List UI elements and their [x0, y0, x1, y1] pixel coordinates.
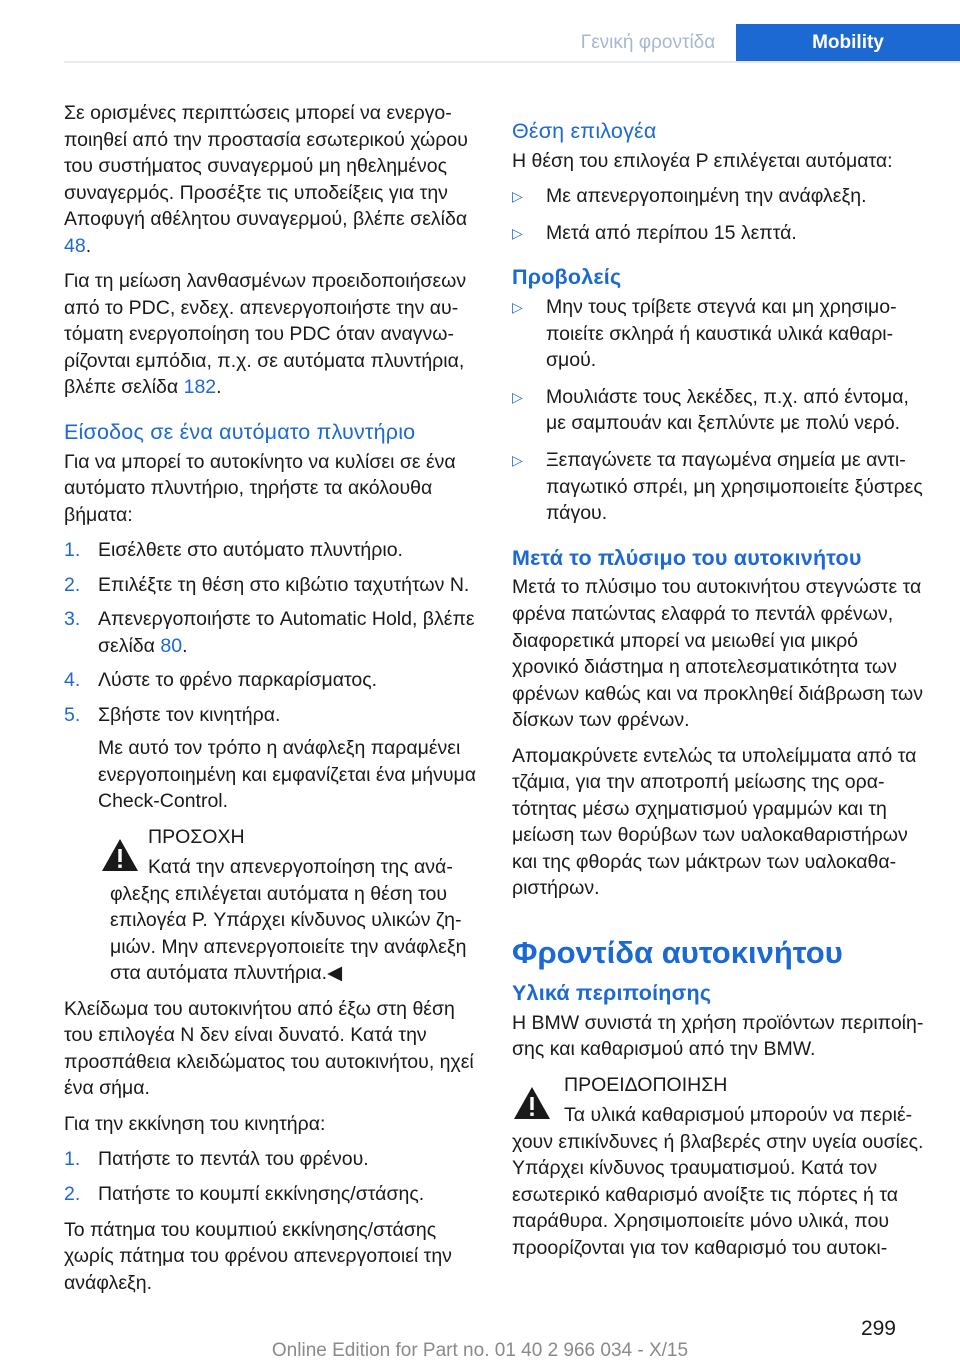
header-tabs	[560, 24, 960, 62]
list-item: 4. Λύστε το φρένο παρκαρίσματος.	[64, 669, 378, 692]
list-item: ▷ Μετά από περίπου 15 λεπτά.	[512, 220, 927, 247]
header-divider	[64, 61, 960, 63]
paragraph-alarm: Σε ορισμένες περιπτώσεις μπορεί να ενεργοποιηθεί από την προστασία εσωτερικού χώρου του συστήματος συναγερμού μη ηθελημένος συναγερμός. Προσέξτε τις υποδείξεις για την Αποφυγή αθέλητου συναγερμού, βλέπε σελίδα 48.	[64, 102, 468, 257]
heading-car-wash: Είσοδος σε ένα αυτόματο πλυντήριο	[64, 419, 416, 444]
paragraph-selector-intro: Η θέση του επιλογέα P επιλέγεται αυτόματα:	[512, 149, 893, 172]
paragraph-ignition: Το πάτημα του κουμπιού εκκίνησης/στάσης χωρίς πάτημα του φρένου απενεργοποιεί την ανάφλεξη.	[64, 1218, 452, 1294]
tab-mobility[interactable]: Mobility	[736, 24, 960, 62]
page-link-182[interactable]: 182	[183, 376, 217, 399]
warning-text: Τα υλικά καθαρισμού μπορούν να περιέχουν επικίνδυνες ή βλαβερές στην υγεία ουσίες. Υπάρχει κίνδυνος τραυματισμού. Κατά τον εσωτερικό καθαρισμό ανοίξτε τις πόρτες ή τα παράθυρα. Χρησιμοποιείτε μόνο υλικά, που προορίζονται για τον καθαρισμό του αυτοκι-	[512, 1104, 924, 1259]
left-column	[64, 100, 479, 1305]
list-item: 5. Σβήστε τον κινητήρα.	[64, 703, 281, 726]
heading-headlights: Προβολείς	[512, 265, 622, 290]
list-item: 3. Απενεργοποιήστε το Automatic Hold, βλέπε σελίδα 80.	[64, 608, 475, 657]
paragraph-start: Για την εκκίνηση του κινητήρα:	[64, 1112, 326, 1135]
page-number: 299	[860, 1317, 896, 1340]
warning-triangle-icon	[512, 1084, 552, 1124]
list-item: 1. Πατήστε το πεντάλ του φρένου.	[64, 1148, 369, 1171]
list-item: 2. Επιλέξτε τη θέση στο κιβώτιο ταχυτήτων N.	[64, 573, 470, 596]
triangle-right-icon: ▷	[512, 299, 523, 316]
car-wash-steps	[64, 537, 479, 728]
page-link-80[interactable]: 80	[160, 634, 183, 657]
paragraph-care-products: Η BMW συνιστά τη χρήση προϊόντων περιποίησης και καθαρισμού από την BMW.	[512, 1011, 924, 1061]
edition-footer: Online Edition for Part no. 01 40 2 966 034 - X/15	[271, 1340, 689, 1361]
paragraph-lock: Κλείδωμα του αυτοκινήτου από έξω στη θέση του επιλογέα N δεν είναι δυνατό. Κατά την προσπάθεια κλειδώματος του αυτοκινήτου, ηχεί ένα σήμα.	[64, 997, 474, 1100]
heading-selector-position: Θέση επιλογέα	[512, 119, 657, 143]
paragraph-after-wash-2: Απομακρύνετε εντελώς τα υπολείμματα από τα τζάμια, για την αποτροπή μείωσης της ορατότητας μέσω σχηματισμού γραμμών και τη μείωση των θορύβων των υαλοκαθαριστήρων και της φθοράς των μάκτρων των υαλοκαθαριστήρων.	[512, 744, 917, 900]
start-steps	[64, 1146, 479, 1207]
warning-title: ΠΡΟΕΙΔΟΠΟΙΗΣΗ	[564, 1073, 728, 1096]
heading-care-products: Υλικά περιποίησης	[512, 980, 712, 1005]
page-link-48[interactable]: 48	[64, 234, 86, 257]
caution-box	[64, 824, 479, 987]
warning-box	[512, 1072, 927, 1262]
paragraph-pdc: Για τη μείωση λανθασμένων προειδοποιήσεων από το PDC, ενδεχ. απενεργοποιήστε την αυτόματη ενεργοποίηση του PDC όταν αναγνωρίζονται εμπόδια, π.χ. σε αυτόματα πλυντήρια, βλέπε σελίδα 182.	[64, 270, 467, 399]
selector-list	[512, 183, 927, 246]
list-item: 2. Πατήστε το κουμπί εκκίνησης/στάσης.	[64, 1182, 425, 1205]
caution-title: ΠΡΟΣΟΧΗ	[148, 825, 245, 848]
warning-triangle-icon	[100, 836, 140, 876]
list-item: ▷ Μουλιάστε τους λεκέδες, π.χ. από έντομα, με σαμπουάν και ξεπλύντε με πολύ νερό.	[512, 384, 927, 437]
paragraph-car-wash-intro: Για να μπορεί το αυτοκίνητο να κυλίσει σε ένα αυτόματο πλυντήριο, τηρήστε τα ακόλουθα βήματα:	[64, 450, 456, 526]
list-item: ▷ Με απενεργοποιημένη την ανάφλεξη.	[512, 183, 927, 210]
tab-general-care[interactable]: Γενική φροντίδα	[560, 24, 736, 62]
triangle-right-icon: ▷	[512, 224, 523, 241]
triangle-right-icon: ▷	[512, 452, 523, 468]
headlights-list	[512, 294, 927, 526]
list-item: ▷ Ξεπαγώνετε τα παγωμένα σημεία με αντιπαγωτικό σπρέι, μη χρησιμοποιείτε ξύστρες πάγου.	[512, 447, 927, 527]
caution-text: Κατά την απενεργοποίηση της ανάφλεξης επιλέγεται αυτόματα η θέση του επιλογέα P. Υπάρχει κίνδυνος υλικών ζημιών. Μην απενεργοποιείτε την ανάφλεξη στα αυτόματα πλυντήρια.◀	[110, 856, 467, 985]
heading-vehicle-care: Φροντίδα αυτοκινήτου	[512, 934, 843, 970]
heading-after-wash: Μετά το πλύσιμο του αυτοκινήτου	[512, 545, 862, 570]
paragraph-after-wash-1: Μετά το πλύσιμο του αυτοκινήτου στεγνώστε τα φρένα πατώντας ελαφρά το πεντάλ φρένων, διαφορετικά μπορεί να μειωθεί για μικρό χρονικό διάστημα η αποτελεσματικότητα των φρένων καθώς και να προκληθεί διάβρωση των δίσκων των φρένων.	[512, 576, 923, 732]
triangle-right-icon: ▷	[512, 388, 523, 405]
step5-note: Με αυτό τον τρόπο η ανάφλεξη παραμένει ενεργοποιημένη και εμφανίζεται ένα μήνυμα Check-Control.	[98, 737, 477, 813]
list-item: 1. Εισέλθετε στο αυτόματο πλυντήριο.	[64, 539, 403, 562]
right-column	[512, 100, 927, 1270]
triangle-right-icon: ▷	[512, 188, 523, 205]
list-item: ▷ Μην τους τρίβετε στεγνά και μη χρησιμοποιείτε σκληρά ή καυστικά υλικά καθαρισμού.	[512, 294, 927, 374]
